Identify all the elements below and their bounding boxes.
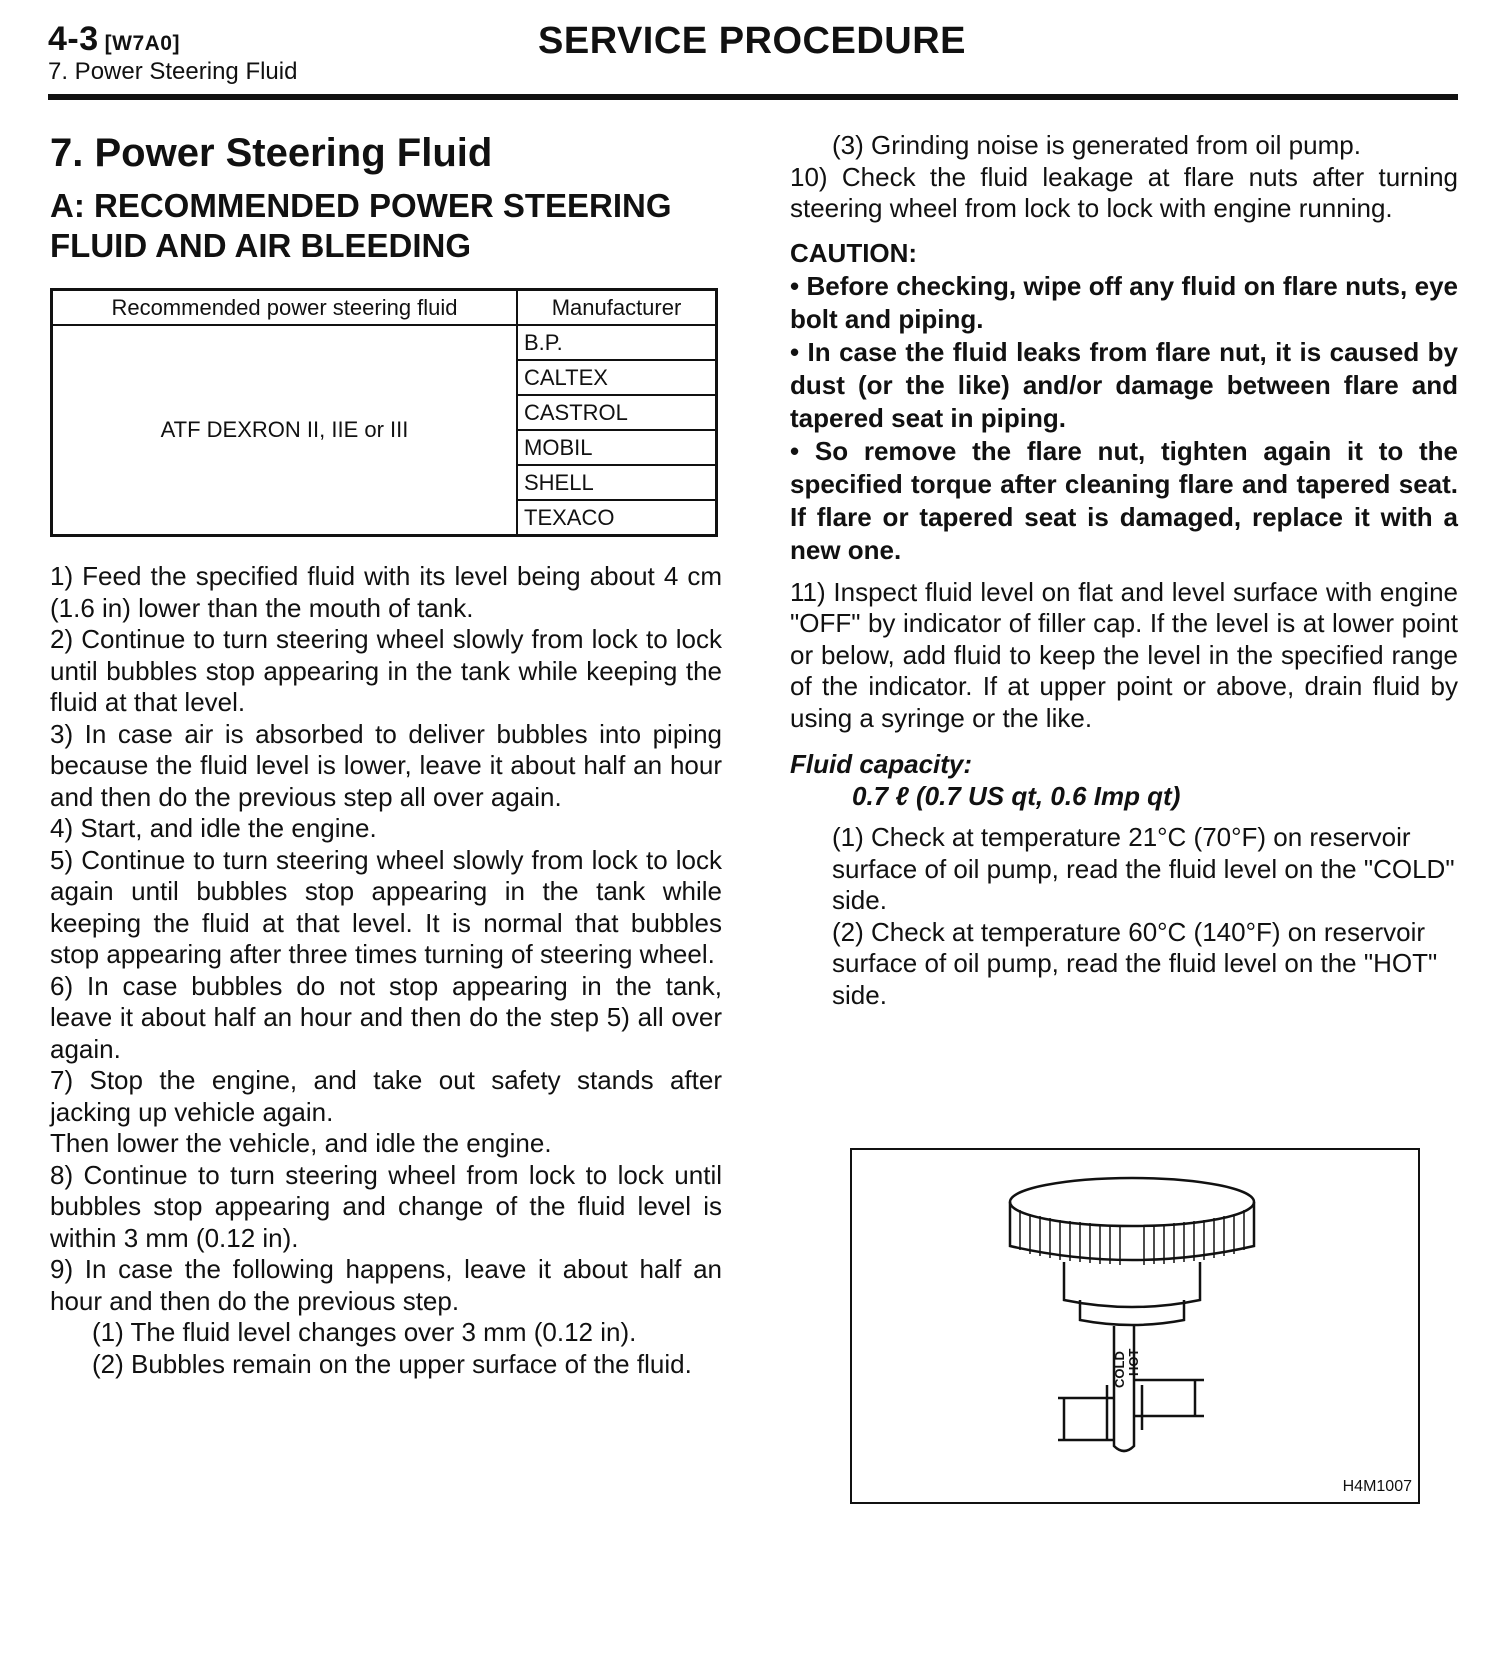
step-7: 7) Stop the engine, and take out safety stands after jacking up vehicle again. — [50, 1065, 722, 1127]
capacity-value: 0.7 ℓ (0.7 US qt, 0.6 Imp qt) — [852, 781, 1181, 811]
capacity-label: Fluid capacity: — [790, 749, 973, 779]
step-8: 8) Continue to turn steering wheel from lock to lock until bubbles stop appearing and change of the fluid level is within 3 mm (0.12 in). — [50, 1159, 722, 1253]
table-cell-fluid: ATF DEXRON II, IIE or III — [52, 325, 518, 536]
page-number: 4-3 — [48, 20, 99, 58]
step-9-sub-3: (3) Grinding noise is generated from oil pump. — [832, 130, 1361, 160]
table-header-fluid: Recommended power steering fluid — [52, 290, 518, 326]
table-cell-manufacturer: MOBIL — [517, 430, 717, 465]
table-cell-manufacturer: B.P. — [517, 325, 717, 360]
fluid-table — [50, 288, 718, 537]
step-10: 10) Check the fluid leakage at flare nuts after turning steering wheel from lock to lock with engine running. — [790, 161, 1458, 223]
cap-top-ellipse — [1010, 1178, 1254, 1226]
table-cell-manufacturer: CALTEX — [517, 360, 717, 395]
table-cell-manufacturer: SHELL — [517, 465, 717, 500]
table-cell-manufacturer: TEXACO — [517, 500, 717, 536]
left-column — [50, 130, 722, 1380]
step-4: 4) Start, and idle the engine. — [50, 813, 377, 843]
step-9-sub-1: (1) The fluid level changes over 3 mm (0.12 in). — [92, 1317, 637, 1347]
caution-heading: CAUTION: — [790, 237, 918, 268]
table-cell-manufacturer: CASTROL — [517, 395, 717, 430]
step-2: 2) Continue to turn steering wheel slowly from lock to lock until bubbles stop appearing in the tank while keeping the fluid at that level. — [50, 624, 722, 717]
cap-knurling — [1020, 1210, 1244, 1265]
figure-id: H4M1007 — [1342, 1478, 1412, 1495]
page-header — [48, 14, 1458, 100]
header-section-label: 7. Power Steering Fluid — [48, 58, 298, 85]
section-title: 7. Power Steering Fluid — [50, 131, 493, 175]
step-7-continued: Then lower the vehicle, and idle the engine. — [50, 1128, 552, 1158]
cold-label: COLD — [1112, 1351, 1127, 1388]
check-sub-1: (1) Check at temperature 21°C (70°F) on reservoir surface of oil pump, read the fluid level on the "COLD" side. — [832, 822, 1455, 915]
step-9-sub-2: (2) Bubbles remain on the upper surface of the fluid. — [92, 1348, 692, 1379]
step-9: 9) In case the following happens, leave it about half an hour and then do the previous step. — [50, 1254, 722, 1316]
filler-cap-figure — [850, 1148, 1420, 1504]
check-sub-2: (2) Check at temperature 60°C (140°F) on reservoir surface of oil pump, read the fluid level on the "HOT" side. — [832, 916, 1438, 1010]
caution-item: • Before checking, wipe off any fluid on flare nuts, eye bolt and piping. — [790, 270, 1458, 334]
step-5: 5) Continue to turn steering wheel slowly from lock to lock again until bubbles stop appearing in the tank while keeping the fluid at that level. It is normal that bubbles stop appearing after three times turning of steering wheel. — [50, 844, 722, 969]
header-title: SERVICE PROCEDURE — [538, 20, 967, 62]
cap-side — [1010, 1202, 1254, 1260]
caution-item: • So remove the flare nut, tighten again it to the specified torque after cleaning flare and tapered seat. If flare or tapered seat is damaged, replace it with a new one. — [790, 435, 1458, 565]
section-subtitle: A: RECOMMENDED POWER STEERING FLUID AND AIR BLEEDING — [50, 187, 672, 264]
step-6: 6) In case bubbles do not stop appearing in the tank, leave it about half an hour and then do the step 5) all over again. — [50, 970, 722, 1064]
page-code — [48, 20, 180, 59]
cap-neck — [1064, 1262, 1200, 1307]
filler-cap-illustration — [852, 1150, 1418, 1502]
table-header-manufacturer: Manufacturer — [517, 290, 717, 326]
ref-code: [W7A0] — [104, 32, 180, 55]
step-1: 1) Feed the specified fluid with its level being about 4 cm (1.6 in) lower than the mouth of tank. — [50, 561, 722, 623]
caution-item: • In case the fluid leaks from flare nut, it is caused by dust (or the like) and/or damage between flare and tapered seat in piping. — [790, 336, 1458, 433]
header-rule — [48, 94, 1458, 100]
step-11: 11) Inspect fluid level on flat and level surface with engine "OFF" by indicator of filler cap. If the level is at lower point or below, add fluid to keep the level in the specified range of the indicator. If at upper point or above, drain fluid by using a syringe or the like. — [790, 576, 1458, 733]
hot-label: HOT — [1126, 1348, 1141, 1376]
step-3: 3) In case air is absorbed to deliver bubbles into piping because the fluid level is lower, leave it about half an hour and then do the previous step all over again. — [50, 718, 722, 812]
right-column — [790, 130, 1458, 1011]
